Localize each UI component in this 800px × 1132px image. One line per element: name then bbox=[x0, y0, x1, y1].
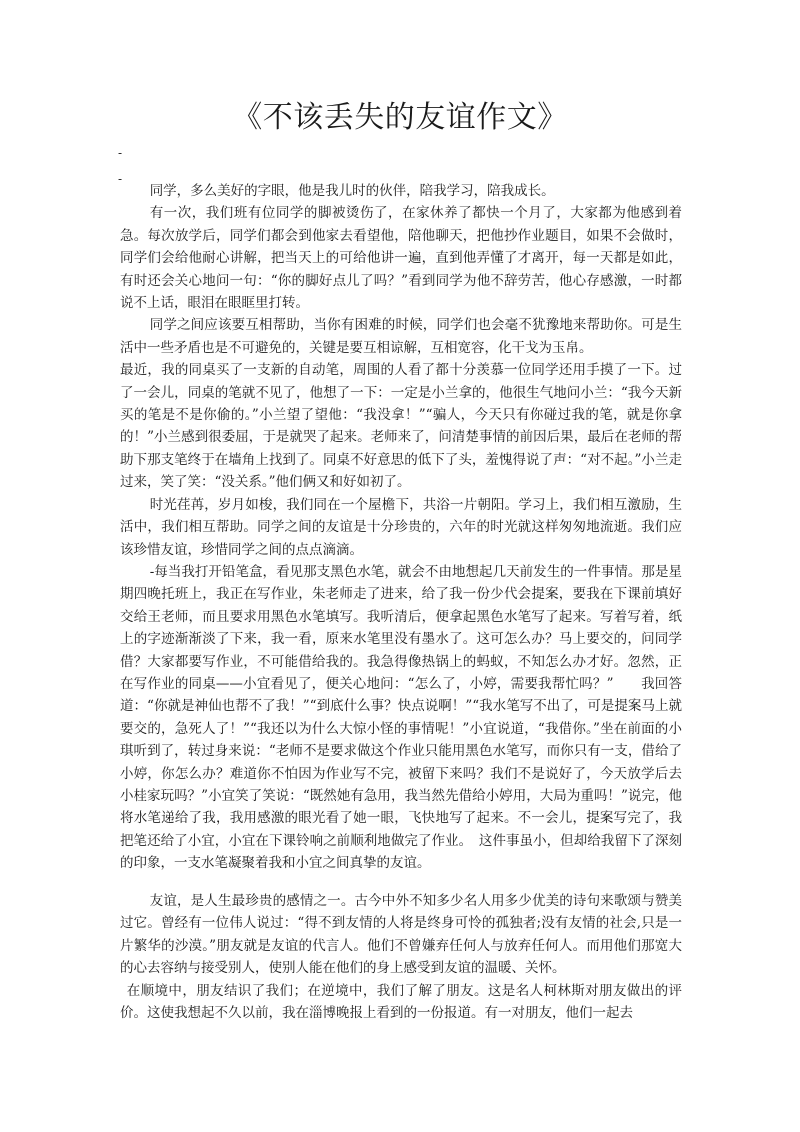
document-title: 《不该丢失的友谊作文》 bbox=[232, 100, 568, 135]
essay-body bbox=[120, 180, 682, 875]
paragraph: 同学之间应该要互相帮助，当你有困难的时候，同学们也会毫不犹豫地来帮助你。可是生活中一些矛盾也是不可避免的，关键是要互相谅解，互相宽容，化干戈为玉帛。 bbox=[120, 317, 682, 356]
essay-body-second bbox=[120, 890, 682, 1024]
dash-mark: - bbox=[118, 146, 123, 160]
paragraph: 在顺境中，朋友结识了我们；在逆境中，我们了解了朋友。这是名人柯林斯对朋友做出的评价。这使我想起不久以前，我在淄博晚报上看到的一份报道。有一对朋友，他们一起去 bbox=[120, 982, 682, 1022]
paragraph: 最近，我的同桌买了一支新的自动笔，周围的人看了都十分羡慕一位同学还用手摸了一下。过了一会儿，同桌的笔就不见了，他想了一下：一定是小兰拿的，他很生气地问小兰：“我今天新买的笔是不是你偷的。”小兰望了望他：“我没拿！”“骗人，今天只有你碰过我的笔，就是你拿的！”小兰感到很委屈，于是就哭了起来。老师来了，问清楚事情的前因后果，最后在老师的帮助下那支笔终于在墙角上找到了。同桌不好意思的低下了头，羞愧得说了声：“对不起。”小兰走过来，笑了笑：“没关系。”他们俩又和好如初了。 bbox=[120, 362, 682, 491]
paragraph: 有一次，我们班有位同学的脚被烫伤了，在家休养了都快一个月了，大家都为他感到着急。每次放学后，同学们都会到他家去看望他，陪他聊天，把他抄作业题目，如果不会做时，同学们会给他耐心讲解，把当天上的可给他讲一遍，直到他弄懂了才离开，每一天都是如此，有时还会关心地问一句：“你的脚好点儿了吗？”看到同学为他不辞劳苦，他心存感激，一时都说不上话，眼泪在眼眶里打转。 bbox=[120, 205, 682, 312]
paragraph: 同学，多么美好的字眼，他是我儿时的伙伴，陪我学习，陪我成长。 bbox=[149, 183, 555, 199]
paragraph: 友谊，是人生最珍贵的感情之一。古今中外不知多少名人用多少优美的诗句来歌颂与赞美过它。曾经有一位伟人说过：“得不到友情的人将是终身可怜的孤独者;没有友情的社会,只是一片繁华的沙漠。”朋友就是友谊的代言人。他们不曾嫌弃任何人与放弃任何人。而用他们那宽大的心去容纳与接受别人，使别人能在他们的身上感受到友谊的温暖、关怀。 bbox=[120, 893, 682, 977]
paragraph: -每当我打开铅笔盒，看见那支黑色水笔，就会不由地想起几天前发生的一件事情。那是星期四晚托班上，我正在写作业，朱老师走了进来，给了我一份少代会提案，要我在下课前填好交给王老师，而且要求用黑色水笔填写。我听清后，便拿起黑色水笔写了起来。写着写着，纸上的字迹渐渐淡了下来，我一看，原来水笔里没有墨水了。这可怎么办？马上要交的，问同学借？大家都要写作业，不可能借给我的。我急得像热锅上的蚂蚁，不知怎么办才好。忽然，正在写作业的同桌——小宜看见了，便关心地问：“怎么了，小婷，需要我帮忙吗？” 我回答道：“你就是神仙也帮不了我！”“到底什么事？快点说啊！”“我水笔写不出了，可是提案马上就要交的，急死人了！”“我还以为什么大惊小怪的事情呢！”小宜说道，“我借你。”坐在前面的小琪听到了，转过身来说：“老师不是要求做这个作业只能用黑色水笔写，而你只有一支，借给了小婷，你怎么办？难道你不怕因为作业写不完，被留下来吗？我们不是说好了，今天放学后去小桂家玩吗？”小宜笑了笑说：“既然她有急用，我当然先借给小婷用，大局为重吗！”说完，他将水笔递给了我，我用感激的眼光看了她一眼，飞快地写了起来。不一会儿，提案写完了，我把笔还给了小宜，小宜在下课铃响之前顺利地做完了作业。 这件事虽小，但却给我留下了深刻的印象，一支水笔凝聚着我和小宜之间真挚的友谊。 bbox=[120, 563, 682, 872]
paragraph: 时光荏苒，岁月如梭，我们同在一个屋檐下，共浴一片朝阳。学习上，我们相互激励，生活中，我们相互帮助。同学之间的友谊是十分珍贵的，六年的时光就这样匆匆地流逝。我们应该珍惜友谊，珍惜同学之间的点点滴滴。 bbox=[120, 496, 682, 558]
dash-mark: - bbox=[118, 172, 123, 186]
